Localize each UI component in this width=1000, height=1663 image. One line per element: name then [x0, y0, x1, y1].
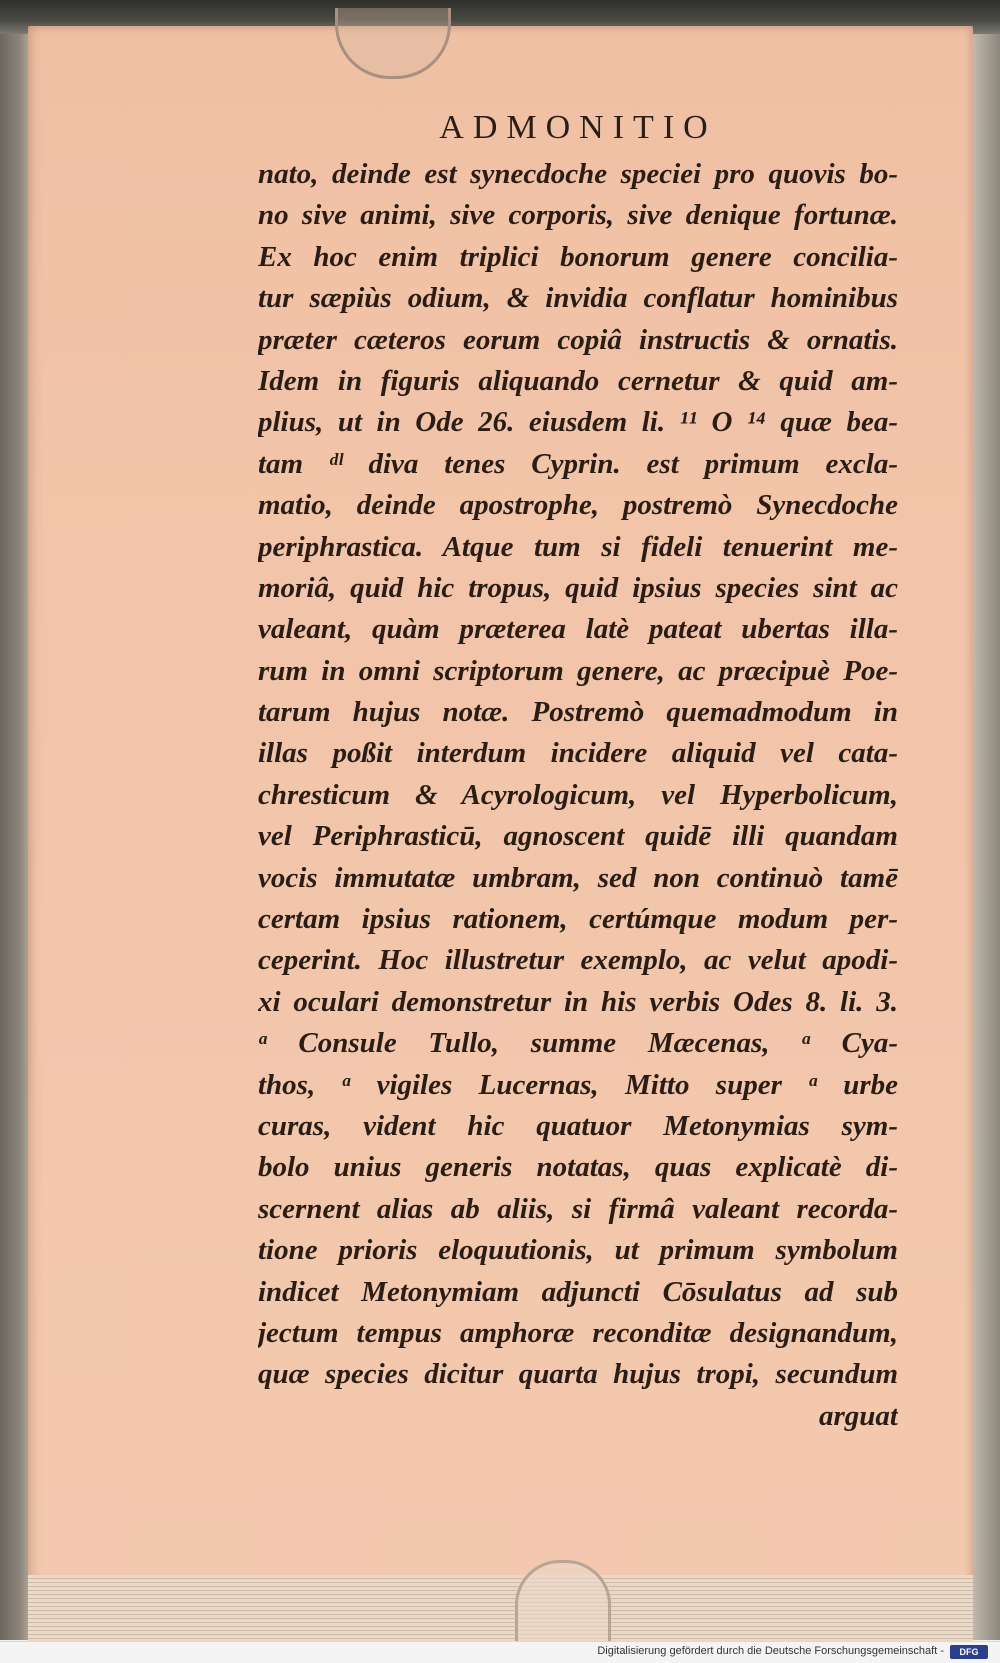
text-line: rum in omni scriptorum genere, ac præcipuè Poe-	[258, 654, 898, 687]
text-line: scernent alias ab aliis, si firmâ valeant recorda-	[258, 1192, 898, 1225]
text-line: Ex hoc enim triplici bonorum genere concilia-	[258, 240, 898, 273]
text-line: bolo unius generis notatas, quas explicatè di-	[258, 1151, 898, 1184]
text-line: nato, deinde est synecdoche speciei pro quovis bo-	[258, 158, 898, 190]
text-line: quæ species dicitur quarta hujus tropi, secundum	[258, 1358, 898, 1391]
clasp-bottom	[515, 1560, 611, 1653]
text-line: indicet Metonymiam adjuncti Cōsulatus ad sub	[258, 1275, 898, 1308]
text-line: præter cæteros eorum copiâ instructis & ornatis.	[258, 323, 898, 356]
funding-credit: Digitalisierung gefördert durch die Deutsche Forschungsgemeinschaft -	[597, 1645, 944, 1657]
text-line: moriâ, quid hic tropus, quid ipsius species sint ac	[258, 571, 898, 604]
text-line: ᵃ Consule Tullo, summe Mæcenas, ᵃ Cya-	[258, 1027, 898, 1060]
text-line: matio, deinde apostrophe, postremò Synecdoche	[258, 489, 898, 522]
page-edges	[28, 1575, 973, 1641]
text-line: tur sæpiùs odium, & invidia conflatur hominibus	[258, 282, 898, 315]
text-line: ceperint. Hoc illustretur exemplo, ac velut apodi-	[258, 944, 898, 977]
text-line: periphrastica. Atque tum si fideli tenuerint me-	[258, 530, 898, 563]
text-line: curas, vident hic quatuor Metonymias sym-	[258, 1109, 898, 1142]
text-line: thos, ᵃ vigiles Lucernas, Mitto super ᵃ urbe	[258, 1068, 898, 1101]
text-line: certam ipsius rationem, certúmque modum per-	[258, 903, 898, 936]
text-line: valeant, quàm præterea latè pateat ubertas illa-	[258, 613, 898, 646]
dfg-logo: DFG	[950, 1645, 988, 1659]
text-line: xi oculari demonstretur in his verbis Odes 8. li. 3.	[258, 985, 898, 1018]
text-line: jectum tempus amphoræ reconditæ designandum,	[258, 1316, 898, 1349]
text-line: tarum hujus notæ. Postremò quemadmodum in	[258, 696, 898, 729]
text-line: plius, ut in Ode 26. eiusdem li. ¹¹ O ¹⁴ quæ bea-	[258, 406, 898, 439]
body-text	[258, 154, 898, 1437]
text-line: vel Periphrasticū, agnoscent quidē illi quandam	[258, 820, 898, 853]
text-line: arguat	[819, 1399, 898, 1432]
text-line: tam ᵈˡ diva tenes Cyprin. est primum excla-	[258, 447, 898, 480]
page-content	[258, 108, 898, 1498]
text-line: Idem in figuris aliquando cernetur & quid am-	[258, 364, 898, 397]
text-line: vocis immutatæ umbram, sed non continuò tamē	[258, 861, 898, 894]
text-line: no sive animi, sive corporis, sive denique fortunæ.	[258, 199, 898, 232]
running-header: ADMONITIO	[439, 109, 717, 146]
digitization-footer	[0, 1641, 1000, 1663]
text-line: tione prioris eloquutionis, ut primum symbolum	[258, 1234, 898, 1267]
text-line: illas poßit interdum incidere aliquid vel cata-	[258, 737, 898, 770]
text-line: chresticum & Acyrologicum, vel Hyperbolicum,	[258, 778, 898, 811]
